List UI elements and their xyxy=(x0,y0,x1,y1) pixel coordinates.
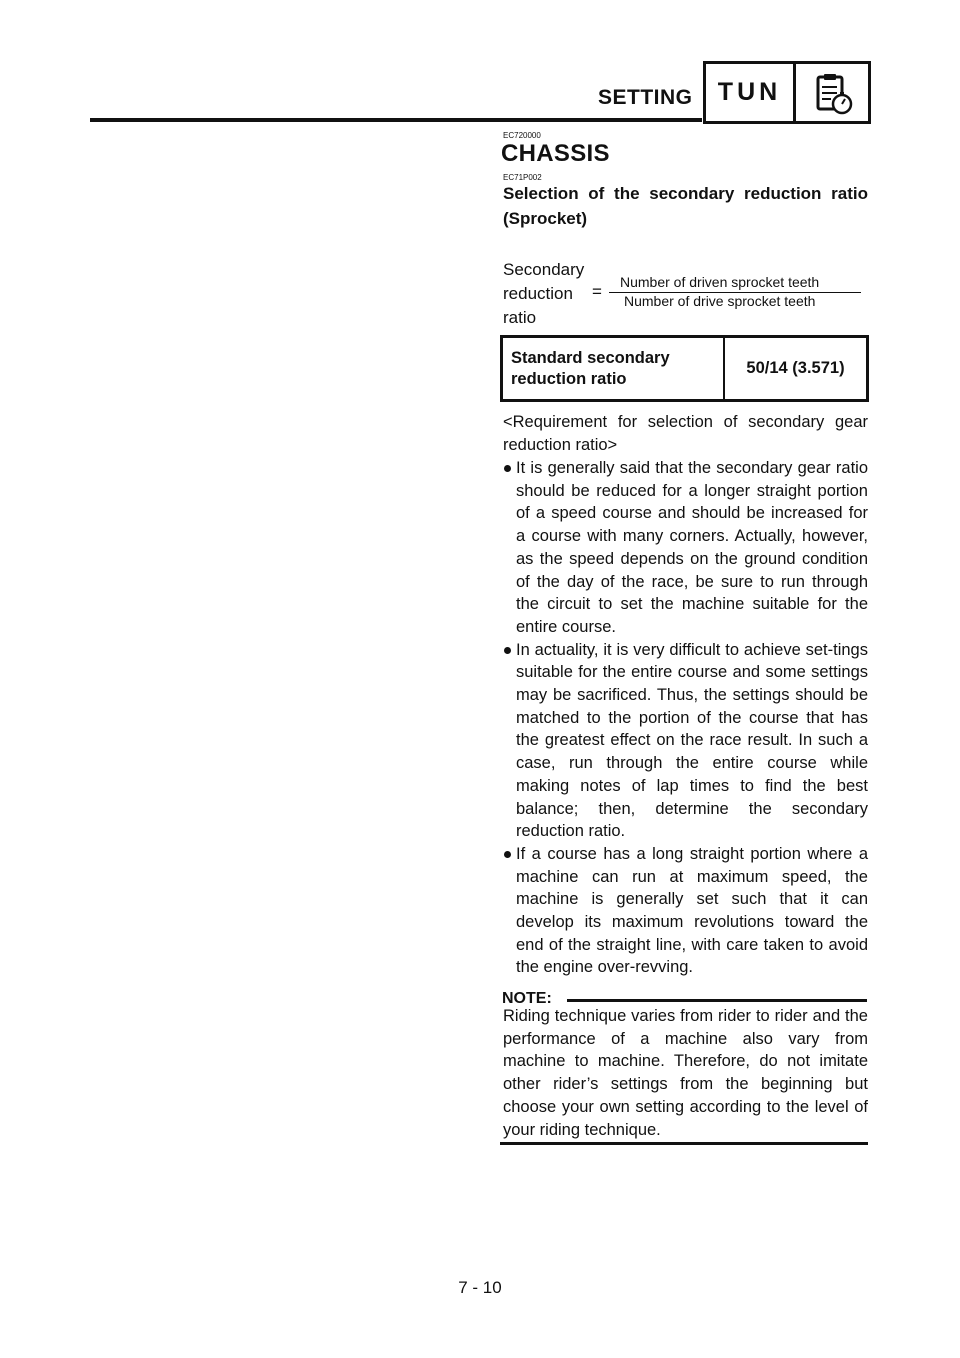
clipboard-stopwatch-icon xyxy=(796,64,868,121)
note-end-rule xyxy=(500,1142,868,1145)
formula-label-line: ratio xyxy=(503,308,537,327)
requirement-list xyxy=(503,457,868,979)
spec-label xyxy=(503,338,725,399)
bullet-icon xyxy=(504,851,511,858)
section-title: SETTING xyxy=(598,86,693,109)
formula-label xyxy=(503,258,584,330)
note-label: NOTE: xyxy=(502,990,552,1007)
spec-table xyxy=(500,335,869,402)
spec-label-line: reduction ratio xyxy=(511,370,627,388)
formula-equals: = xyxy=(592,282,602,301)
list-item-text: It is generally said that the secondary gear ratio should be reduced for a longer straight portion of a speed course and should be increased for a course with many corners. Actually, however, as the speed depends on the ground condition of the day of the race, be sure to run through the circuit to set the machine suitable for the entire course. xyxy=(516,459,868,636)
list-item-text: In actuality, it is very difficult to achieve set-tings suitable for the entire course and some settings may be sacrificed. Thus, the settings should be matched to the portion of the course that has the greatest effect on the race result. In such a case, run through the entire course while making notes of lap times to find the best balance; then, determine the secondary reduction ratio. xyxy=(516,640,868,841)
formula-label-line: reduction xyxy=(503,284,573,303)
note-text: Riding technique varies from rider to rider and the performance of a machine also vary from machine to machine. Therefore, do not imitate other rider’s settings from the beginning but choose your own setting according to the level of your riding technique. xyxy=(503,1007,868,1139)
section-code: EC720000 xyxy=(503,131,541,140)
spec-label-line: Standard secondary xyxy=(511,349,670,367)
subsection-code: EC71P002 xyxy=(503,173,542,182)
bullet-icon xyxy=(504,647,511,654)
list-item xyxy=(503,843,868,979)
note-rule xyxy=(567,999,867,1002)
list-item xyxy=(503,457,868,639)
subsection-heading: Selection of the secondary reduction ratio (Sprocket) xyxy=(503,184,868,228)
list-item-text: If a course has a long straight portion where a machine can run at maximum speed, the machine is generally set such that it can develop its maximum revolutions toward the end of the straight line, with care taken to avoid the engine over-revving. xyxy=(516,844,868,977)
list-item xyxy=(503,639,868,843)
formula-label-line: Secondary xyxy=(503,260,585,279)
section-tab-box xyxy=(703,61,871,124)
section-tab-label: TUN xyxy=(706,64,796,121)
bullet-icon xyxy=(504,465,511,472)
formula-denominator: Number of drive sprocket teeth xyxy=(624,293,816,309)
header-rule xyxy=(90,118,702,122)
page-number: 7 - 10 xyxy=(458,1278,502,1297)
requirement-intro: <Requirement for selection of secondary gear reduction ratio> xyxy=(503,413,868,454)
chapter-heading: CHASSIS xyxy=(501,140,610,167)
spec-value: 50/14 (3.571) xyxy=(746,359,845,377)
formula-numerator: Number of driven sprocket teeth xyxy=(620,274,820,290)
